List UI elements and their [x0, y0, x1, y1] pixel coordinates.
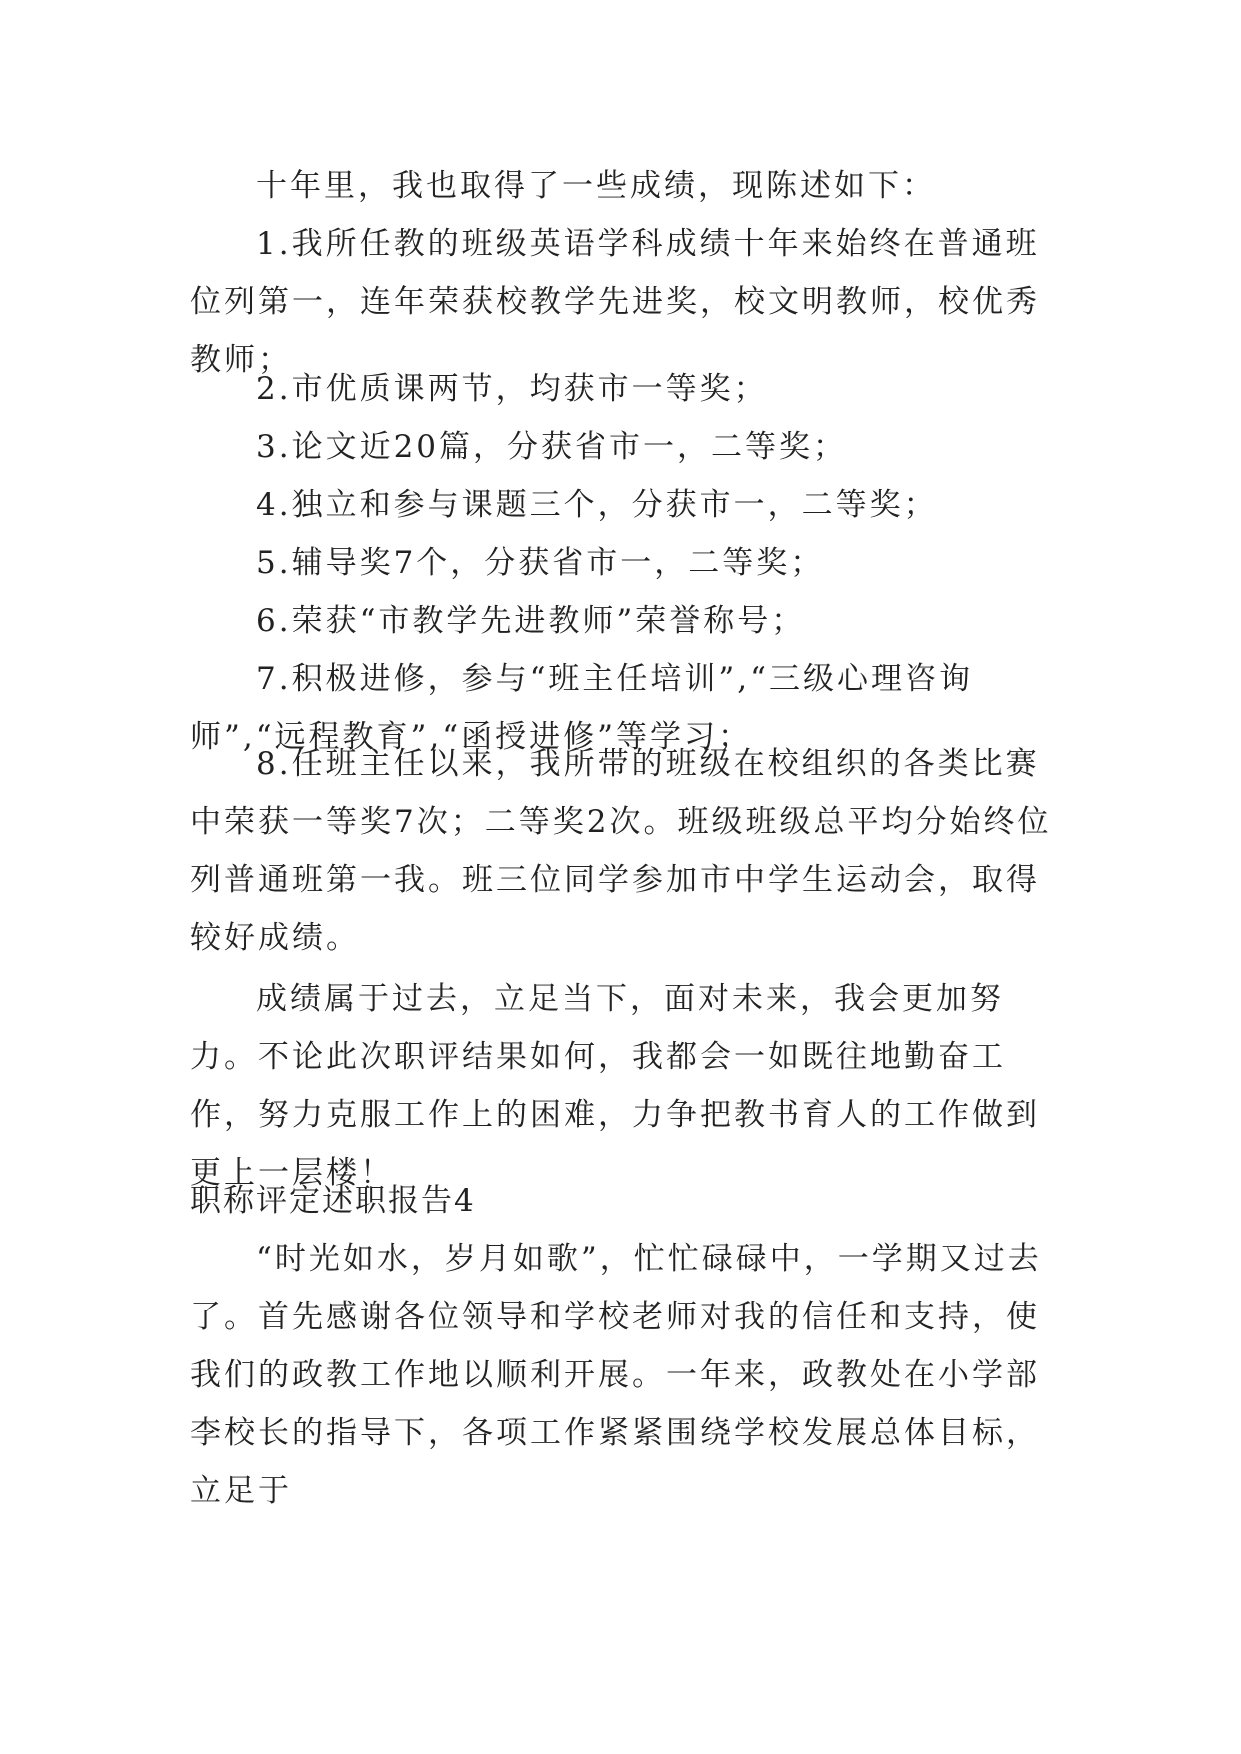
paragraph-item-8: 8.任班主任以来，我所带的班级在校组织的各类比赛中荣获一等奖7次；二等奖2次。班级班级总平均分始终位列普通班第一我。班三位同学参加市中学生运动会，取得较好成绩。 [190, 746, 1052, 956]
paragraph-item-2: 2.市优质课两节，均获市一等奖； [256, 371, 768, 407]
paragraph-item-7: 7.积极进修，参与“班主任培训”,“三级心理咨询师”,“远程教育”,“函授进修”等学习； [190, 661, 973, 755]
section-heading: 职称评定述职报告4 [190, 1183, 476, 1219]
paragraph-item-4: 4.独立和参与课题三个，分获市一，二等奖； [256, 487, 938, 523]
paragraph-item-1: 1.我所任教的班级英语学科成绩十年来始终在普通班位列第一，连年荣获校教学先进奖，校文明教师，校优秀教师； [190, 226, 1040, 378]
paragraph-section-intro: “时光如水，岁月如歌”，忙忙碌碌中，一学期又过去了。首先感谢各位领导和学校老师对我的信任和支持，使我们的政教工作地以顺利开展。一年来，政教处在小学部李校长的指导下，各项工作紧紧围绕学校发展总体目标，立足于 [190, 1241, 1042, 1509]
paragraph-conclusion: 成绩属于过去，立足当下，面对未来，我会更加努力。不论此次职评结果如何，我都会一如既往地勤奋工作，努力克服工作上的困难，力争把教书育人的工作做到更上一层楼！ [190, 981, 1040, 1191]
paragraph-intro: 十年里，我也取得了一些成绩，现陈述如下： [256, 168, 936, 204]
paragraph-item-5: 5.辅导奖7个，分获省市一，二等奖； [256, 545, 825, 581]
paragraph-item-3: 3.论文近20篇，分获省市一，二等奖； [256, 429, 848, 465]
paragraph-item-6: 6.荣获“市教学先进教师”荣誉称号； [256, 603, 806, 639]
